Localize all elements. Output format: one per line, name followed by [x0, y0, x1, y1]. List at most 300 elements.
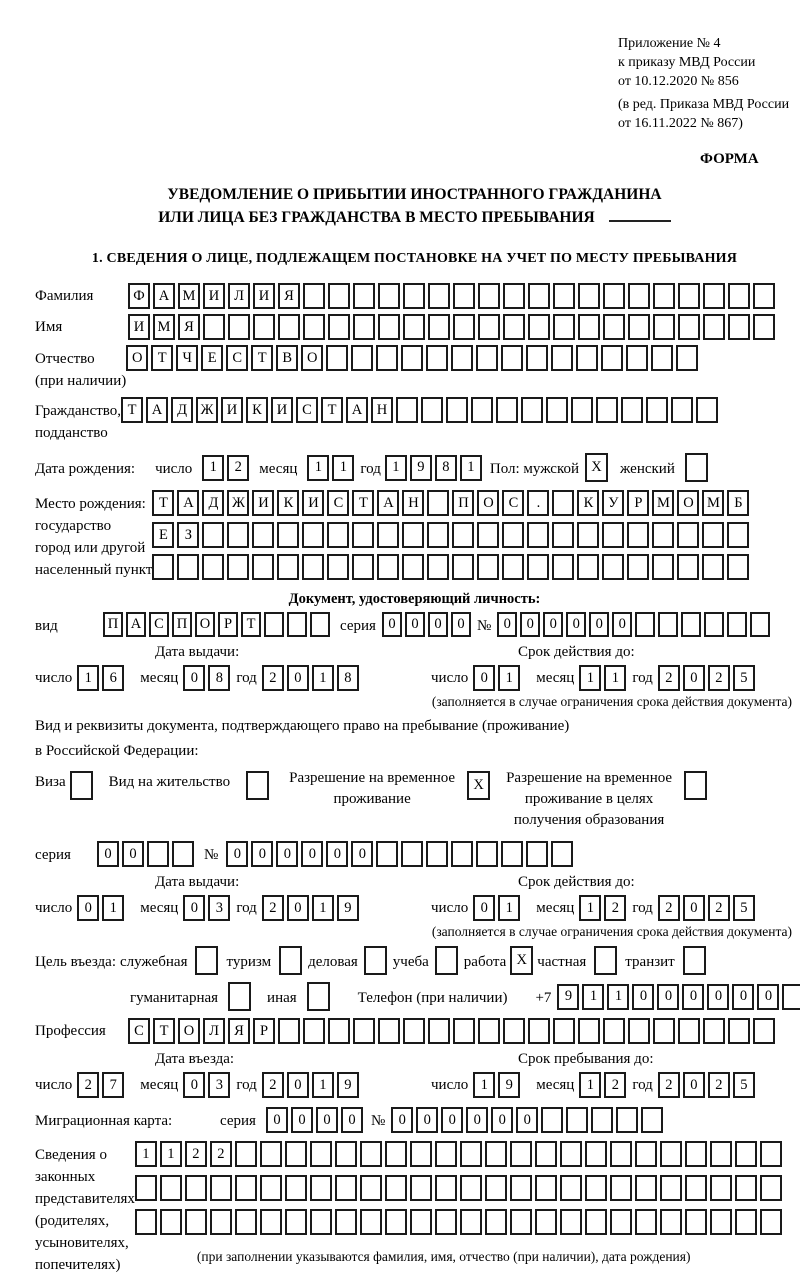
form-cell[interactable]	[703, 1018, 725, 1044]
form-cell[interactable]: З	[177, 522, 199, 548]
form-cell[interactable]: 6	[102, 665, 124, 691]
form-cell[interactable]	[610, 1141, 632, 1167]
form-cell[interactable]	[616, 1107, 638, 1133]
form-cell[interactable]	[502, 554, 524, 580]
form-cell[interactable]	[510, 1209, 532, 1235]
form-cell[interactable]: 1	[77, 665, 99, 691]
form-cell[interactable]	[596, 397, 618, 423]
form-cell[interactable]: X	[467, 771, 490, 800]
form-cell[interactable]	[628, 1018, 650, 1044]
form-cell[interactable]	[453, 1018, 475, 1044]
form-cell[interactable]	[478, 314, 500, 340]
form-cell[interactable]: 0	[391, 1107, 413, 1133]
form-cell[interactable]: Н	[402, 490, 424, 516]
form-cell[interactable]: 0	[351, 841, 373, 867]
form-cell[interactable]	[152, 554, 174, 580]
form-cell[interactable]: 2	[185, 1141, 207, 1167]
form-cell[interactable]	[210, 1209, 232, 1235]
form-cell[interactable]	[653, 314, 675, 340]
form-cell[interactable]	[753, 1018, 775, 1044]
form-cell[interactable]: X	[510, 946, 533, 975]
form-cell[interactable]	[603, 283, 625, 309]
form-cell[interactable]	[552, 554, 574, 580]
form-cell[interactable]: 0	[382, 612, 402, 637]
form-cell[interactable]	[585, 1141, 607, 1167]
form-cell[interactable]: 0	[707, 984, 729, 1010]
form-cell[interactable]: 0	[732, 984, 754, 1010]
form-cell[interactable]: Т	[121, 397, 143, 423]
form-cell[interactable]	[476, 841, 498, 867]
form-cell[interactable]	[727, 554, 749, 580]
form-cell[interactable]: 0	[682, 984, 704, 1010]
form-cell[interactable]	[553, 1018, 575, 1044]
form-cell[interactable]: 5	[733, 1072, 755, 1098]
form-cell[interactable]: С	[327, 490, 349, 516]
form-cell[interactable]	[753, 314, 775, 340]
form-cell[interactable]	[660, 1175, 682, 1201]
form-cell[interactable]	[460, 1209, 482, 1235]
form-cell[interactable]: 0	[428, 612, 448, 637]
form-cell[interactable]	[551, 345, 573, 371]
form-cell[interactable]	[385, 1141, 407, 1167]
form-cell[interactable]: 0	[520, 612, 540, 637]
form-cell[interactable]	[610, 1209, 632, 1235]
form-cell[interactable]: 0	[683, 665, 705, 691]
form-cell[interactable]: 1	[460, 455, 482, 481]
form-cell[interactable]	[710, 1141, 732, 1167]
form-cell[interactable]: В	[276, 345, 298, 371]
form-cell[interactable]	[728, 314, 750, 340]
form-cell[interactable]: 0	[266, 1107, 288, 1133]
form-cell[interactable]	[360, 1209, 382, 1235]
form-cell[interactable]	[704, 612, 724, 637]
form-cell[interactable]: 1	[498, 895, 520, 921]
form-cell[interactable]	[653, 283, 675, 309]
form-cell[interactable]: Т	[251, 345, 273, 371]
form-cell[interactable]	[360, 1141, 382, 1167]
form-cell[interactable]	[553, 283, 575, 309]
form-cell[interactable]: 0	[122, 841, 144, 867]
form-cell[interactable]	[335, 1175, 357, 1201]
form-cell[interactable]: Т	[352, 490, 374, 516]
form-cell[interactable]: Л	[203, 1018, 225, 1044]
form-cell[interactable]	[352, 522, 374, 548]
form-cell[interactable]	[510, 1175, 532, 1201]
form-cell[interactable]: 2	[604, 1072, 626, 1098]
form-cell[interactable]: О	[195, 612, 215, 637]
form-cell[interactable]: К	[246, 397, 268, 423]
form-cell[interactable]	[501, 345, 523, 371]
form-cell[interactable]	[521, 397, 543, 423]
form-cell[interactable]: 0	[97, 841, 119, 867]
form-cell[interactable]: 5	[733, 665, 755, 691]
form-cell[interactable]: 2	[262, 1072, 284, 1098]
form-cell[interactable]	[678, 283, 700, 309]
form-cell[interactable]	[403, 314, 425, 340]
form-cell[interactable]: Б	[727, 490, 749, 516]
form-cell[interactable]	[594, 946, 617, 975]
form-cell[interactable]	[503, 1018, 525, 1044]
form-cell[interactable]: 0	[287, 665, 309, 691]
form-cell[interactable]: 1	[473, 1072, 495, 1098]
form-cell[interactable]	[428, 283, 450, 309]
form-cell[interactable]	[496, 397, 518, 423]
form-cell[interactable]	[683, 946, 706, 975]
form-cell[interactable]: О	[126, 345, 148, 371]
form-cell[interactable]	[172, 841, 194, 867]
form-cell[interactable]: Н	[371, 397, 393, 423]
form-cell[interactable]	[360, 1175, 382, 1201]
form-cell[interactable]: А	[146, 397, 168, 423]
form-cell[interactable]	[635, 1175, 657, 1201]
form-cell[interactable]: 2	[227, 455, 249, 481]
form-cell[interactable]: 9	[337, 895, 359, 921]
form-cell[interactable]: 0	[287, 1072, 309, 1098]
form-cell[interactable]	[302, 522, 324, 548]
form-cell[interactable]	[385, 1175, 407, 1201]
form-cell[interactable]	[147, 841, 169, 867]
form-cell[interactable]	[278, 314, 300, 340]
form-cell[interactable]: С	[502, 490, 524, 516]
form-cell[interactable]	[427, 490, 449, 516]
form-cell[interactable]: 1	[160, 1141, 182, 1167]
form-cell[interactable]	[560, 1209, 582, 1235]
form-cell[interactable]: 9	[557, 984, 579, 1010]
form-cell[interactable]	[685, 1141, 707, 1167]
form-cell[interactable]: 2	[708, 665, 730, 691]
form-cell[interactable]	[476, 345, 498, 371]
form-cell[interactable]: Я	[178, 314, 200, 340]
form-cell[interactable]: 0	[183, 895, 205, 921]
form-cell[interactable]	[435, 1175, 457, 1201]
form-cell[interactable]: М	[702, 490, 724, 516]
form-cell[interactable]	[335, 1141, 357, 1167]
form-cell[interactable]	[378, 1018, 400, 1044]
form-cell[interactable]	[527, 554, 549, 580]
form-cell[interactable]	[378, 314, 400, 340]
form-cell[interactable]: П	[103, 612, 123, 637]
form-cell[interactable]: 1	[385, 455, 407, 481]
form-cell[interactable]	[203, 314, 225, 340]
form-cell[interactable]: 1	[607, 984, 629, 1010]
form-cell[interactable]: 1	[579, 1072, 601, 1098]
form-cell[interactable]	[277, 554, 299, 580]
form-cell[interactable]: С	[226, 345, 248, 371]
form-cell[interactable]: 1	[498, 665, 520, 691]
form-cell[interactable]	[703, 314, 725, 340]
form-cell[interactable]: М	[153, 314, 175, 340]
form-cell[interactable]	[303, 314, 325, 340]
form-cell[interactable]	[535, 1141, 557, 1167]
form-cell[interactable]: 7	[102, 1072, 124, 1098]
form-cell[interactable]: 0	[301, 841, 323, 867]
form-cell[interactable]: Р	[253, 1018, 275, 1044]
form-cell[interactable]: Д	[171, 397, 193, 423]
form-cell[interactable]: 1	[202, 455, 224, 481]
form-cell[interactable]	[696, 397, 718, 423]
form-cell[interactable]: 2	[658, 665, 680, 691]
form-cell[interactable]: 0	[441, 1107, 463, 1133]
form-cell[interactable]	[353, 1018, 375, 1044]
form-cell[interactable]	[601, 345, 623, 371]
form-cell[interactable]	[566, 1107, 588, 1133]
form-cell[interactable]	[421, 397, 443, 423]
form-cell[interactable]: 1	[312, 895, 334, 921]
form-cell[interactable]	[453, 283, 475, 309]
form-cell[interactable]	[451, 841, 473, 867]
form-cell[interactable]	[426, 841, 448, 867]
form-cell[interactable]	[503, 283, 525, 309]
form-cell[interactable]	[228, 314, 250, 340]
form-cell[interactable]: И	[128, 314, 150, 340]
form-cell[interactable]: 0	[473, 895, 495, 921]
form-cell[interactable]	[578, 283, 600, 309]
form-cell[interactable]: Р	[627, 490, 649, 516]
form-cell[interactable]	[210, 1175, 232, 1201]
form-cell[interactable]	[782, 984, 800, 1010]
form-cell[interactable]: 2	[604, 895, 626, 921]
form-cell[interactable]	[402, 554, 424, 580]
form-cell[interactable]: 1	[582, 984, 604, 1010]
form-cell[interactable]: 0	[543, 612, 563, 637]
form-cell[interactable]	[328, 1018, 350, 1044]
form-cell[interactable]	[552, 522, 574, 548]
form-cell[interactable]	[535, 1209, 557, 1235]
form-cell[interactable]: 0	[287, 895, 309, 921]
form-cell[interactable]	[502, 522, 524, 548]
form-cell[interactable]	[376, 841, 398, 867]
form-cell[interactable]	[750, 612, 770, 637]
form-cell[interactable]	[528, 1018, 550, 1044]
form-cell[interactable]	[602, 522, 624, 548]
form-cell[interactable]	[310, 1141, 332, 1167]
form-cell[interactable]: 2	[262, 665, 284, 691]
form-cell[interactable]: 0	[451, 612, 471, 637]
form-cell[interactable]: 3	[208, 1072, 230, 1098]
form-cell[interactable]	[135, 1209, 157, 1235]
form-cell[interactable]	[252, 522, 274, 548]
form-cell[interactable]	[653, 1018, 675, 1044]
form-cell[interactable]	[426, 345, 448, 371]
form-cell[interactable]	[728, 283, 750, 309]
form-cell[interactable]	[627, 522, 649, 548]
form-cell[interactable]: 1	[102, 895, 124, 921]
form-cell[interactable]	[427, 522, 449, 548]
form-cell[interactable]: 1	[332, 455, 354, 481]
form-cell[interactable]: А	[377, 490, 399, 516]
form-cell[interactable]: 0	[405, 612, 425, 637]
form-cell[interactable]	[702, 554, 724, 580]
form-cell[interactable]	[287, 612, 307, 637]
form-cell[interactable]	[478, 1018, 500, 1044]
form-cell[interactable]: 9	[410, 455, 432, 481]
form-cell[interactable]: 0	[341, 1107, 363, 1133]
form-cell[interactable]	[227, 554, 249, 580]
form-cell[interactable]	[446, 397, 468, 423]
form-cell[interactable]: Ж	[227, 490, 249, 516]
form-cell[interactable]	[310, 1175, 332, 1201]
form-cell[interactable]	[503, 314, 525, 340]
form-cell[interactable]	[660, 1209, 682, 1235]
form-cell[interactable]	[277, 522, 299, 548]
form-cell[interactable]	[585, 1209, 607, 1235]
form-cell[interactable]	[681, 612, 701, 637]
form-cell[interactable]	[641, 1107, 663, 1133]
form-cell[interactable]	[310, 612, 330, 637]
form-cell[interactable]: С	[296, 397, 318, 423]
form-cell[interactable]: .	[527, 490, 549, 516]
form-cell[interactable]: А	[177, 490, 199, 516]
form-cell[interactable]: 0	[516, 1107, 538, 1133]
form-cell[interactable]: 2	[77, 1072, 99, 1098]
form-cell[interactable]: 0	[291, 1107, 313, 1133]
form-cell[interactable]	[671, 397, 693, 423]
form-cell[interactable]	[403, 283, 425, 309]
form-cell[interactable]	[685, 1175, 707, 1201]
form-cell[interactable]	[628, 283, 650, 309]
form-cell[interactable]	[285, 1141, 307, 1167]
form-cell[interactable]: Ж	[196, 397, 218, 423]
form-cell[interactable]	[546, 397, 568, 423]
form-cell[interactable]: А	[126, 612, 146, 637]
form-cell[interactable]	[560, 1141, 582, 1167]
form-cell[interactable]: А	[346, 397, 368, 423]
form-cell[interactable]: И	[253, 283, 275, 309]
form-cell[interactable]: 1	[135, 1141, 157, 1167]
form-cell[interactable]	[427, 554, 449, 580]
form-cell[interactable]	[678, 314, 700, 340]
form-cell[interactable]	[428, 314, 450, 340]
form-cell[interactable]: 0	[183, 665, 205, 691]
form-cell[interactable]	[677, 522, 699, 548]
form-cell[interactable]	[710, 1209, 732, 1235]
form-cell[interactable]: С	[149, 612, 169, 637]
form-cell[interactable]	[702, 522, 724, 548]
form-cell[interactable]	[603, 314, 625, 340]
form-cell[interactable]	[260, 1141, 282, 1167]
form-cell[interactable]: 0	[589, 612, 609, 637]
form-cell[interactable]	[377, 522, 399, 548]
form-cell[interactable]	[577, 554, 599, 580]
form-cell[interactable]	[610, 1175, 632, 1201]
form-cell[interactable]: 8	[435, 455, 457, 481]
form-cell[interactable]: 0	[657, 984, 679, 1010]
form-cell[interactable]: Т	[321, 397, 343, 423]
form-cell[interactable]	[527, 522, 549, 548]
form-cell[interactable]	[435, 946, 458, 975]
form-cell[interactable]	[735, 1141, 757, 1167]
form-cell[interactable]	[602, 554, 624, 580]
form-cell[interactable]	[677, 554, 699, 580]
form-cell[interactable]: 0	[491, 1107, 513, 1133]
form-cell[interactable]	[428, 1018, 450, 1044]
form-cell[interactable]: П	[172, 612, 192, 637]
form-cell[interactable]	[435, 1209, 457, 1235]
form-cell[interactable]: 0	[566, 612, 586, 637]
form-cell[interactable]	[202, 554, 224, 580]
form-cell[interactable]	[678, 1018, 700, 1044]
form-cell[interactable]: 3	[208, 895, 230, 921]
form-cell[interactable]: 5	[733, 895, 755, 921]
form-cell[interactable]	[710, 1175, 732, 1201]
form-cell[interactable]	[135, 1175, 157, 1201]
form-cell[interactable]	[260, 1175, 282, 1201]
form-cell[interactable]	[326, 345, 348, 371]
form-cell[interactable]: 0	[416, 1107, 438, 1133]
form-cell[interactable]: 2	[658, 1072, 680, 1098]
form-cell[interactable]: 0	[683, 1072, 705, 1098]
form-cell[interactable]	[528, 314, 550, 340]
form-cell[interactable]	[652, 554, 674, 580]
form-cell[interactable]	[526, 841, 548, 867]
form-cell[interactable]	[541, 1107, 563, 1133]
form-cell[interactable]	[403, 1018, 425, 1044]
form-cell[interactable]: 0	[757, 984, 779, 1010]
form-cell[interactable]	[327, 554, 349, 580]
form-cell[interactable]	[401, 841, 423, 867]
form-cell[interactable]: Я	[228, 1018, 250, 1044]
form-cell[interactable]	[396, 397, 418, 423]
form-cell[interactable]: И	[302, 490, 324, 516]
form-cell[interactable]	[376, 345, 398, 371]
form-cell[interactable]: 0	[276, 841, 298, 867]
form-cell[interactable]	[727, 612, 747, 637]
form-cell[interactable]	[453, 314, 475, 340]
form-cell[interactable]: 1	[307, 455, 329, 481]
form-cell[interactable]: К	[277, 490, 299, 516]
form-cell[interactable]	[70, 771, 93, 800]
form-cell[interactable]	[285, 1209, 307, 1235]
form-cell[interactable]	[627, 554, 649, 580]
form-cell[interactable]	[510, 1141, 532, 1167]
form-cell[interactable]	[585, 1175, 607, 1201]
form-cell[interactable]	[460, 1141, 482, 1167]
form-cell[interactable]: О	[178, 1018, 200, 1044]
form-cell[interactable]	[377, 554, 399, 580]
form-cell[interactable]	[452, 554, 474, 580]
form-cell[interactable]	[760, 1175, 782, 1201]
form-cell[interactable]	[576, 345, 598, 371]
form-cell[interactable]	[485, 1209, 507, 1235]
form-cell[interactable]	[621, 397, 643, 423]
form-cell[interactable]: 1	[579, 665, 601, 691]
form-cell[interactable]	[253, 314, 275, 340]
form-cell[interactable]: О	[677, 490, 699, 516]
form-cell[interactable]: Ч	[176, 345, 198, 371]
form-cell[interactable]	[227, 522, 249, 548]
form-cell[interactable]: 0	[251, 841, 273, 867]
form-cell[interactable]: М	[178, 283, 200, 309]
form-cell[interactable]	[364, 946, 387, 975]
form-cell[interactable]: И	[221, 397, 243, 423]
form-cell[interactable]	[260, 1209, 282, 1235]
form-cell[interactable]: 0	[77, 895, 99, 921]
form-cell[interactable]	[635, 1141, 657, 1167]
form-cell[interactable]	[335, 1209, 357, 1235]
form-cell[interactable]: 8	[208, 665, 230, 691]
form-cell[interactable]	[435, 1141, 457, 1167]
form-cell[interactable]: С	[128, 1018, 150, 1044]
form-cell[interactable]: 0	[466, 1107, 488, 1133]
form-cell[interactable]: Т	[241, 612, 261, 637]
form-cell[interactable]	[451, 345, 473, 371]
form-cell[interactable]	[471, 397, 493, 423]
form-cell[interactable]	[703, 283, 725, 309]
form-cell[interactable]	[185, 1209, 207, 1235]
form-cell[interactable]: Я	[278, 283, 300, 309]
form-cell[interactable]	[378, 283, 400, 309]
form-cell[interactable]	[310, 1209, 332, 1235]
